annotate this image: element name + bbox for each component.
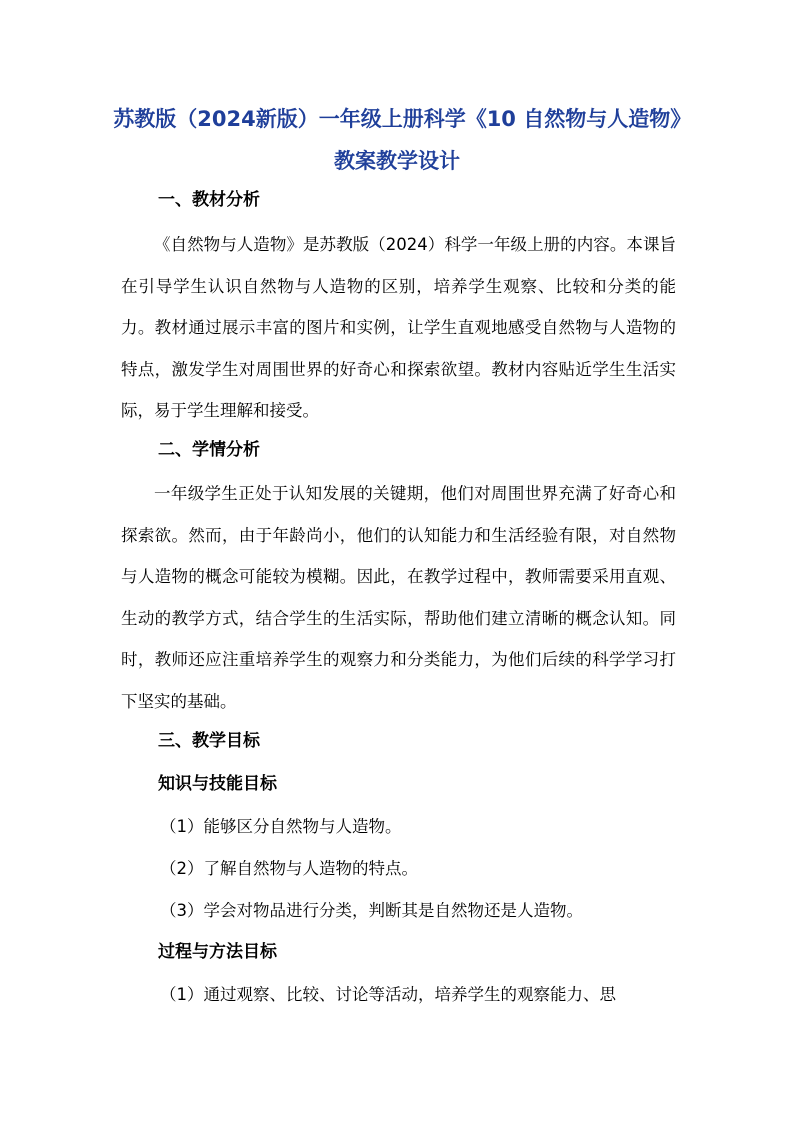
subsection-heading-knowledge-skills: 知识与技能目标 [158, 774, 277, 794]
document-title: 苏教版（2024新版）一年级上册科学《10 自然物与人造物》教案教学设计 [113, 107, 681, 173]
goal-item: （2）了解自然物与人造物的特点。 [160, 859, 418, 878]
section-heading-student-analysis: 二、学情分析 [158, 440, 260, 460]
paragraph-textbook-analysis: 《自然物与人造物》是苏教版（2024）科学一年级上册的内容。本课旨在引导学生认识自然物与人造物的区别，培养学生观察、比较和分类的能力。教材通过展示丰富的图片和实例，让学生直观地感受自然物与人造物的特点，激发学生对周围世界的好奇心和探索欲望。教材内容贴近学生生活实际，易于学生理解和接受。 [121, 235, 676, 420]
subsection-heading-process-methods: 过程与方法目标 [158, 942, 277, 962]
section-heading-textbook-analysis: 一、教材分析 [158, 190, 260, 210]
goal-item: （1）通过观察、比较、讨论等活动，培养学生的观察能力、思 [160, 985, 616, 1004]
goal-item: （1）能够区分自然物与人造物。 [160, 817, 402, 836]
paragraph-student-analysis: 一年级学生正处于认知发展的关键期，他们对周围世界充满了好奇心和探索欲。然而，由于年龄尚小，他们的认知能力和生活经验有限，对自然物与人造物的概念可能较为模糊。因此，在教学过程中，教师需要采用直观、生动的教学方式，结合学生的生活实际，帮助他们建立清晰的概念认知。同时，教师还应注重培养学生的观察力和分类能力，为他们后续的科学学习打下坚实的基础。 [121, 484, 676, 711]
section-heading-teaching-goals: 三、教学目标 [158, 731, 260, 751]
goal-item: （3）学会对物品进行分类，判断其是自然物还是人造物。 [160, 901, 583, 920]
